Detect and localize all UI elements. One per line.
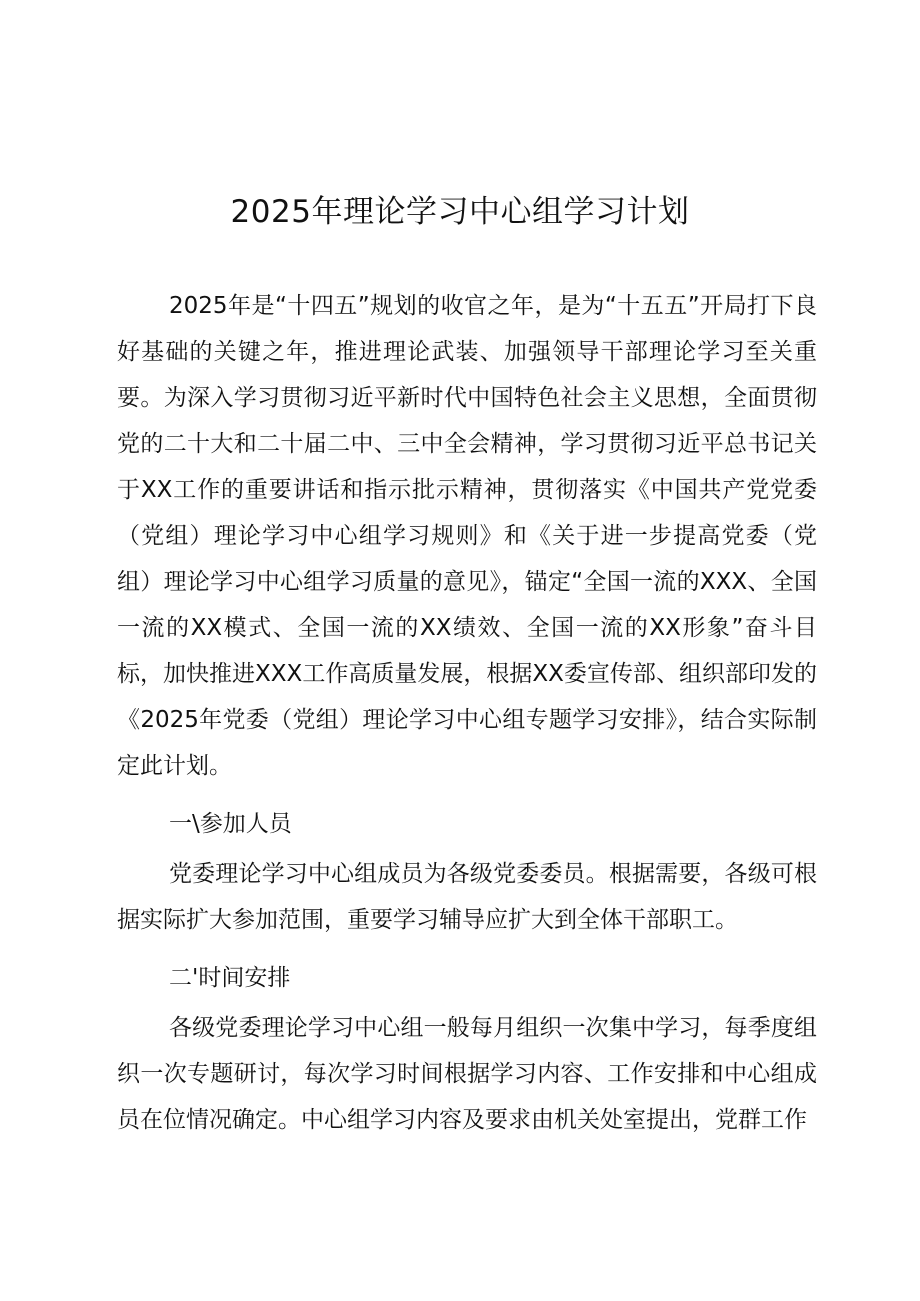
section-text-schedule: 各级党委理论学习中心组一般每月组织一次集中学习，每季度组织一次专题研讨，每次学习时间根据学习内容、工作安排和中心组成员在位情况确定。中心组学习内容及要求由机关处室提出，党群工作 xyxy=(117,1015,817,1133)
section-heading-schedule: 二'时间安排 xyxy=(169,965,291,991)
intro-paragraph: 2025年是“十四五”规划的收官之年，是为“十五五”开局打下良好基础的关键之年，推进理论武装、加强领导干部理论学习至关重要。为深入学习贯彻习近平新时代中国特色社会主义思想，全面贯彻党的二十大和二十届二中、三中全会精神，学习贯彻习近平总书记关于XX工作的重要讲话和指示批示精神，贯彻落实《中国共产党党委（党组）理论学习中心组学习规则》和《关于进一步提高党委（党组）理论学习中心组学习质量的意见》，锚定“全国一流的XXX、全国一流的XX模式、全国一流的XX绩效、全国一流的XX形象”奋斗目标，加快推进XXX工作高质量发展，根据XX委宣传部、组织部印发的《2025年党委（党组）理论学习中心组专题学习安排》，结合实际制定此计划。 xyxy=(117,293,817,779)
section-text-participants: 党委理论学习中心组成员为各级党委委员。根据需要，各级可根据实际扩大参加范围，重要学习辅导应扩大到全体干部职工。 xyxy=(117,861,817,933)
document-title: 2025年理论学习中心组学习计划 xyxy=(230,194,690,230)
spacer xyxy=(117,789,817,797)
spacer xyxy=(117,943,817,951)
document-body xyxy=(117,283,817,1143)
section-heading-participants: 一\参加人员 xyxy=(169,811,292,837)
